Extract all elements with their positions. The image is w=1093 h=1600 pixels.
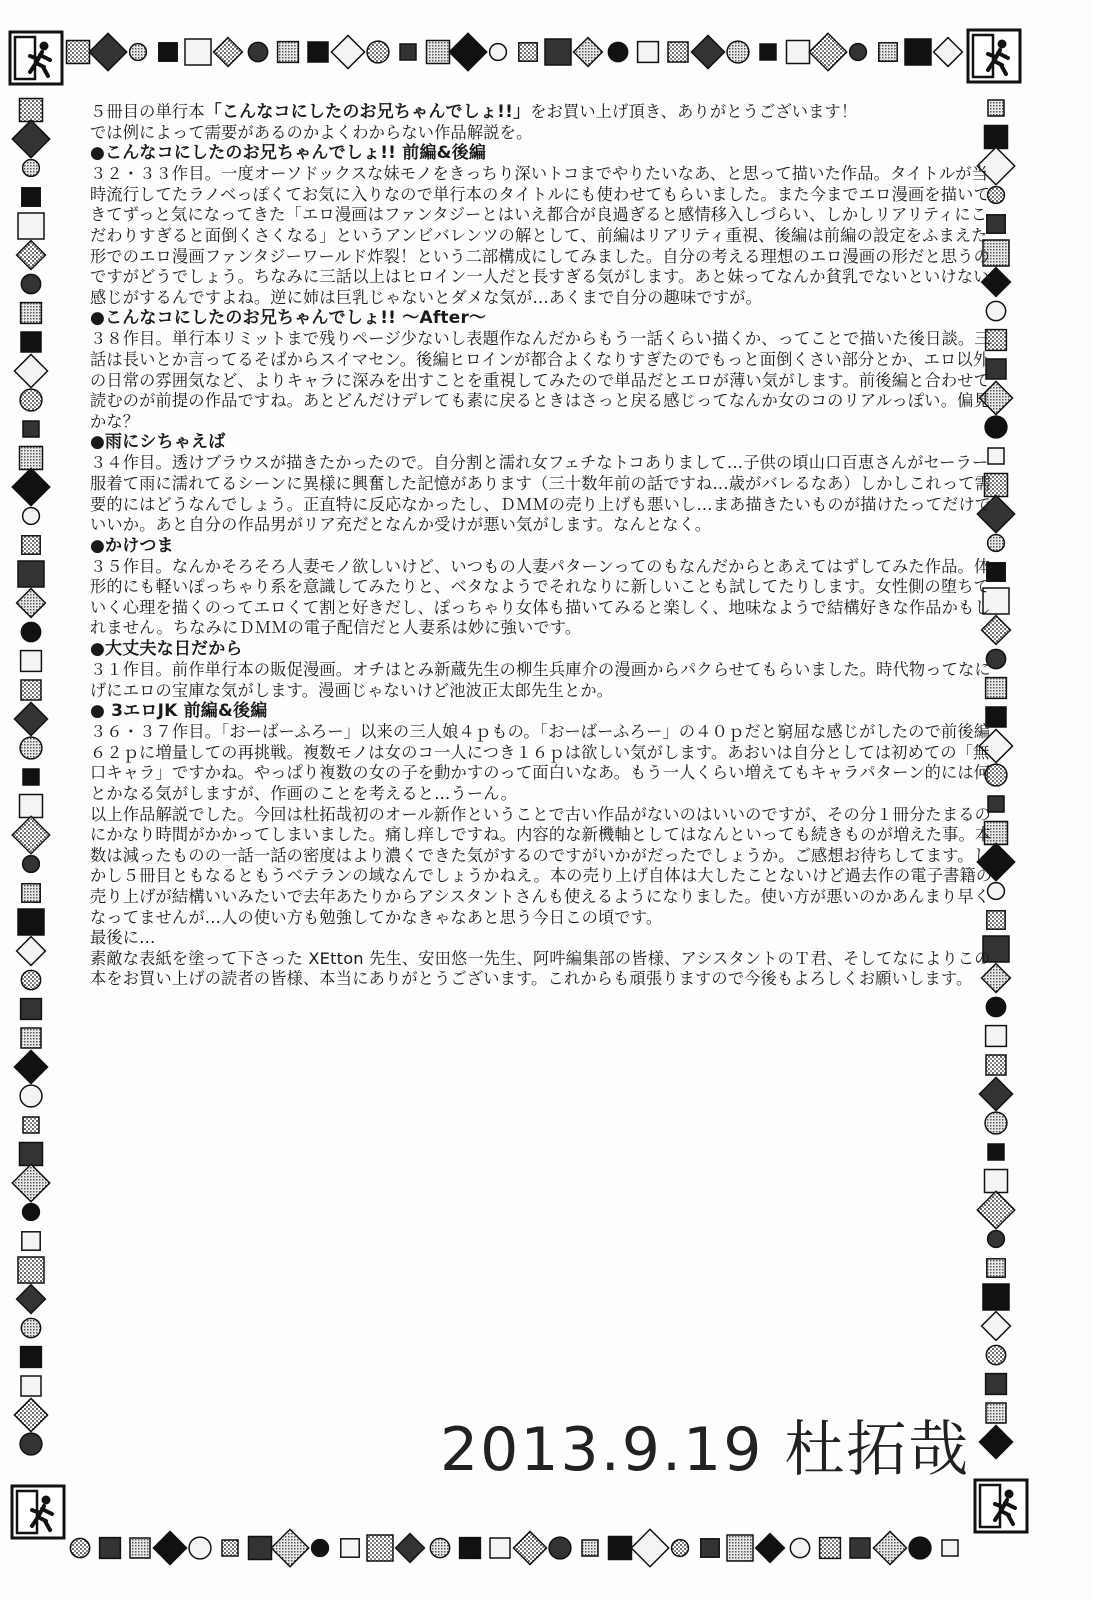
running-man-exit-icon [10, 32, 62, 84]
border-square [22, 1232, 40, 1250]
border-circle [430, 1538, 449, 1557]
border-diamond [513, 1531, 546, 1564]
border-square [21, 1028, 41, 1048]
section-5 [90, 639, 995, 701]
border-circle [985, 1112, 1007, 1134]
border-square [490, 1538, 510, 1558]
border-diamond [14, 1050, 47, 1083]
border-square [21, 999, 42, 1020]
border-square [986, 1026, 1007, 1047]
afterword-text [90, 102, 995, 990]
border-circle [23, 1204, 40, 1221]
border-circle [490, 44, 507, 61]
date-signature: 2013.9.19 杜拓哉 [440, 1415, 971, 1485]
border-square [850, 1538, 870, 1558]
border-circle [20, 1085, 42, 1107]
border-diamond [14, 1398, 47, 1431]
border-diamond [691, 35, 724, 68]
border-circle [23, 160, 40, 177]
border-square [545, 39, 571, 65]
border-diamond [574, 38, 603, 67]
border-square [20, 447, 43, 470]
section-1 [90, 143, 995, 308]
border-square [20, 99, 43, 122]
border-square [905, 39, 931, 65]
section-title: ●かけつま [90, 535, 174, 556]
border-square [988, 1144, 1004, 1160]
border-square [21, 651, 42, 672]
section-title: ● 3エロJK 前編&後編 [90, 701, 268, 722]
border-diamond [977, 1191, 1014, 1228]
border-square [22, 536, 40, 554]
border-square [367, 1535, 393, 1561]
border-square [942, 1540, 958, 1556]
border-square [21, 303, 42, 324]
border-circle [189, 1537, 211, 1559]
border-square [23, 1117, 39, 1133]
border-square [787, 41, 810, 64]
border-diamond [17, 1285, 46, 1314]
border-circle [130, 44, 147, 61]
border-diamond [89, 33, 126, 70]
thanks-paragraph: 素敵な表紙を塗って下さった XEtton 先生、安田悠一先生、阿吽編集部の皆様、アシスタントのＴ君、そしてなによりこの本をお買い上げの読者の皆様、本当にありがとうございます。これからも頑張りますので今後もよろしくお願いします。 [90, 948, 991, 989]
border-circle [20, 389, 42, 411]
border-square [986, 1403, 1006, 1423]
border-circle [850, 44, 867, 61]
border-circle [23, 856, 40, 873]
running-man-exit-icon [12, 1486, 64, 1538]
border-diamond [979, 1425, 1012, 1458]
border-square [100, 1538, 121, 1559]
section-body: ３６・３７作目。「おーばーふろー」以来の三人娘４ｐもの。「おーばーふろー」の４０ｐだと窮屈な感じがしたので前後編６２ｐに増量しての再挑戦。複数モノは女のコ一人につき１６ｐは欲しい気がします。あおいは自分としては初めての「無口キャラ」ですかね。やっぱり複数の女の子を動かすのって面白いなあ。もう一人くらい増えてもキャラパターン的には何とかなる気がしますが、作画のことを考えると…うーん。 [90, 722, 991, 804]
border-square [18, 561, 44, 587]
intro-before: ５冊目の単行本 [90, 102, 205, 121]
border-circle [20, 1433, 42, 1455]
border-circle [986, 1345, 1005, 1364]
border-square [222, 1540, 238, 1556]
border-circle [727, 41, 749, 63]
border-circle [70, 1538, 89, 1557]
border-circle [986, 997, 1005, 1016]
border-square [20, 1143, 43, 1166]
border-diamond [12, 468, 49, 505]
border-square [21, 680, 41, 700]
border-square [22, 884, 40, 902]
border-diamond [17, 241, 46, 270]
border-diamond [631, 1529, 668, 1566]
border-circle [21, 970, 40, 989]
border-square [519, 43, 537, 61]
border-circle [20, 737, 42, 759]
border-circle [367, 41, 389, 63]
border-square [20, 795, 43, 818]
section-body: ３２・３３作目。一度オーソドックスな妹モノをきっちり深いトコまでやりたいなあ、と思って描いた作品。タイトルが当時流行してたラノベっぽくてお気に入りなので単行本のタイトルにも使わせてもらいました。また今までエロ漫画を描いてきてずっと気になってきた「エロ漫画はファンタジーとはいえ都合が良過ぎると感情移入しづらい、しかしリアリティにこだわりすぎると面倒くさくなる」というアンビバレンツの解として、前編はリアリティ重視、後編は前編の設定をふまえた形でのエロ漫画ファンタジーワールド炸裂！という二部構成にしてみました。自分の考える理想のエロ漫画の形だと思うのですがどうでしょう。ちなみに三話以上はヒロイン一人だと長すぎる気がします。あと妹ってなんか貧乳でないといけない感じがするんですよね。逆に姉は巨乳じゃないとダメな気が…あくまで自分の趣味ですが。 [90, 164, 991, 307]
border-square [609, 1537, 632, 1560]
border-diamond [14, 354, 47, 387]
intro-after: をお買い上げ頂き、ありがとうございます！ [530, 102, 858, 121]
border-square [23, 769, 39, 785]
border-square [760, 44, 776, 60]
border-diamond [934, 38, 963, 67]
border-square [668, 42, 688, 62]
border-diamond [12, 1164, 49, 1201]
border-diamond [396, 1534, 425, 1563]
border-square [460, 1538, 481, 1559]
border-square [427, 41, 450, 64]
border-diamond [214, 38, 243, 67]
border-square [820, 1538, 841, 1559]
section-2 [90, 308, 995, 432]
section-title: ●雨にシちゃえば [90, 432, 226, 453]
border-diamond [331, 35, 364, 68]
border-diamond [14, 702, 47, 735]
border-square [638, 42, 659, 63]
border-diamond [153, 1531, 186, 1564]
border-diamond [12, 816, 49, 853]
section-4 [90, 536, 995, 639]
book-title: 「こんなコにしたのお兄ちゃんでしょ!!」 [204, 102, 531, 122]
intro-line [90, 102, 995, 123]
running-man-exit-icon [968, 30, 1020, 82]
border-square [21, 1376, 41, 1396]
border-square [986, 1055, 1006, 1075]
border-circle [21, 622, 40, 641]
section-title: ●こんなコにしたのお兄ちゃんでしょ!! 〜After〜 [90, 308, 487, 329]
border-circle [549, 1537, 571, 1559]
border-diamond [17, 589, 46, 618]
border-square [341, 1539, 359, 1557]
border-square [278, 42, 299, 63]
border-square [67, 41, 90, 64]
intro-line-2: では例によって需要があるのかよくわからない作品解説を。 [90, 122, 533, 142]
border-square [308, 42, 328, 62]
border-circle [790, 1538, 809, 1557]
border-square [879, 43, 897, 61]
section-3 [90, 432, 995, 535]
border-circle [608, 42, 627, 61]
border-square [22, 188, 40, 206]
border-square [159, 43, 177, 61]
border-square [985, 1170, 1008, 1193]
thanks-heading: 最後に… [90, 928, 156, 948]
border-diamond [756, 1534, 785, 1563]
section-body: ３１作目。前作単行本の販促漫画。オチはとみ新蔵先生の柳生兵庫介の漫画からパクらせてもらいました。時代物ってなにげにエロの宝庫な気がします。漫画じゃないけど池波正太郎先生とか。 [90, 660, 991, 700]
border-square [987, 1259, 1005, 1277]
border-square [18, 1257, 44, 1283]
section-6 [90, 701, 995, 804]
border-circle [23, 508, 40, 525]
border-square [400, 44, 416, 60]
border-circle [21, 274, 40, 293]
border-square [727, 1535, 753, 1561]
border-square [130, 1538, 150, 1558]
border-diamond [12, 120, 49, 157]
border-square [185, 39, 211, 65]
border-square [18, 909, 44, 935]
section-title: ●大丈夫な日だから [90, 639, 243, 660]
border-square [986, 1374, 1007, 1395]
section-body: ３５作目。なんかそろそろ人妻モノ欲しいけど、いつもの人妻パターンってのもなんだからとあえてはずしてみた作品。体形的にも軽いぽっちゃり系を意識してみたりと、ベタなようでそれなりに新しいことも試してたりします。女性側の堕ちていく心理を描くのってエロくて割と好きだし、ぽっちゃり女体も描いてみると楽しく、地味なようで結構好きな作品かもしれません。ちなみにＤＭＭの電子配信だと人妻系は妙に強いです。 [90, 556, 991, 638]
border-square [18, 213, 44, 239]
running-man-exit-icon [975, 1480, 1027, 1532]
border-circle [988, 1231, 1005, 1248]
border-diamond [271, 1529, 308, 1566]
border-circle [909, 1537, 931, 1559]
border-diamond [979, 1077, 1012, 1110]
border-circle [672, 1540, 689, 1557]
closing-paragraph: 以上作品解説でした。今回は杜拓哉初のオール新作ということで古い作品がないのはいいのですが、その分１冊分たまるのにかなり時間がかかってしまいました。痛し痒しですね。内容的な新機軸としてはなんといっても続きものが増えた事。本数は減ったものの一話一話の密度はより濃くできた気がするのですがいかがだったでしょうか。ご感想お待ちしてます。しかし５冊目ともなるともうベテランの域なんでしょうかねえ。本の売り上げ自体は大したことないけど過去作の電子書籍の売り上げが結構いいみたいで去年あたりからアシスタントさんも使えるようになりました。使い方が悪いのかあんまり早くなってませんが…人の使い方も勉強してかなきゃなあと思う今日この頃です。 [90, 804, 993, 927]
border-diamond [449, 33, 486, 70]
border-square [582, 1540, 598, 1556]
border-square [23, 421, 39, 437]
border-square [701, 1539, 719, 1557]
border-circle [312, 1540, 329, 1557]
section-title: ●こんなコにしたのお兄ちゃんでしょ!! 前編&後編 [90, 143, 487, 164]
section-body: ３４作目。透けブラウスが描きたかったので。自分割と濡れ女フェチなトコありまして…子供の頃山口百恵さんがセーラー服着て雨に濡れてるシーンに異様に興奮した記憶があります（三十数年前の話ですね…歳がバレるなあ）しかしこれって需要的にはどうなんでしょう。正直特に反応なかったし、ＤＭＭの売り上げも悪いし…まあ描きたいものが描けたってだけでいいか。あと自分の作品男がリア充だとなんか受けが悪い気がします。なんとなく。 [90, 453, 992, 535]
border-diamond [873, 1531, 906, 1564]
section-body: ３８作目。単行本リミットまで残りページ少ないし表題作なんだからもう一話くらい描くか、ってことで描いた後日談。三話は長いとか言ってるそばからスイマセン。後編ヒロインが都合よくなりすぎたのでもっと面倒くさい部分とか、エロ以外の日常の雰囲気など、よりキャラに深みを出すことを重視してみたので単品だとエロが薄い気がします。前後編と合わせて読むのが前提の作品ですね。あとどんだけデレても素に戻るときはさっと戻る感じってなんか女のコのリアルっぽい。偏見かな？ [90, 329, 991, 431]
border-diamond [982, 1312, 1011, 1341]
border-square [249, 1537, 272, 1560]
border-square [21, 332, 41, 352]
border-diamond [17, 937, 46, 966]
border-square [21, 1347, 42, 1368]
border-square [983, 1284, 1009, 1310]
border-diamond [809, 33, 846, 70]
border-circle [21, 1318, 40, 1337]
border-circle [248, 42, 267, 61]
